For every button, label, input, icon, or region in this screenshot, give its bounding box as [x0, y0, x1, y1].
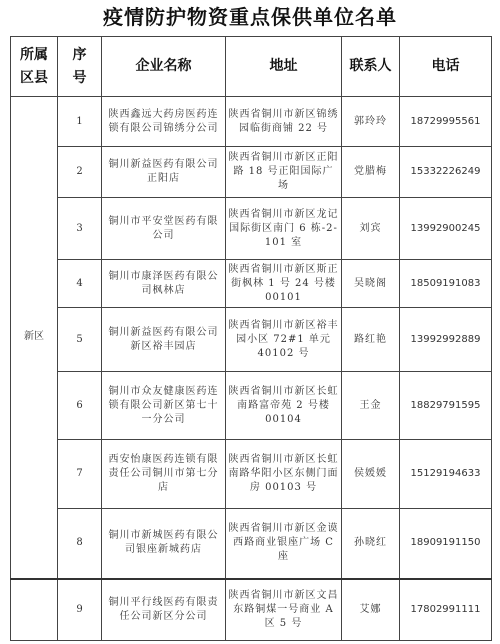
seq-cell: 7: [58, 440, 102, 509]
table-row: [11, 440, 492, 509]
phone-cell: 18729995561: [400, 97, 492, 147]
header-contact: 联系人: [342, 37, 400, 97]
address-cell: 陕西省铜川市新区长虹南路富帝苑 2 号楼 00104: [226, 372, 342, 440]
company-cell: 铜川新益医药有限公司正阳店: [102, 147, 226, 198]
contact-cell: 王金: [342, 372, 400, 440]
table-row: [11, 372, 492, 440]
contact-cell: 党腊梅: [342, 147, 400, 198]
company-cell: 铜川新益医药有限公司新区裕丰园店: [102, 308, 226, 372]
address-cell: 陕西省铜川市新区锦绣园临街商铺 22 号: [226, 97, 342, 147]
table-row: [11, 579, 492, 641]
table-row: [11, 97, 492, 147]
contact-cell: 艾娜: [342, 579, 400, 641]
district-cell-empty: [11, 579, 58, 641]
table-row: [11, 260, 492, 308]
seq-cell: 3: [58, 198, 102, 260]
header-phone: 电话: [400, 37, 492, 97]
contact-cell: 吴晓阁: [342, 260, 400, 308]
phone-cell: 18509191083: [400, 260, 492, 308]
contact-cell: 郭玲玲: [342, 97, 400, 147]
address-cell: 陕西省铜川市新区文昌东路铜煤一号商业 A 区 5 号: [226, 579, 342, 641]
seq-cell: 5: [58, 308, 102, 372]
supplier-table: [10, 36, 492, 641]
address-cell: 陕西省铜川市新区长虹南路华阳小区东侧门面房 00103 号: [226, 440, 342, 509]
header-seq-line-1: 序: [72, 46, 87, 63]
seq-cell: 2: [58, 147, 102, 198]
contact-cell: 路红艳: [342, 308, 400, 372]
seq-cell: 6: [58, 372, 102, 440]
address-cell: 陕西省铜川市新区斯正街枫林 1 号 24 号楼 00101: [226, 260, 342, 308]
table-row: [11, 308, 492, 372]
phone-cell: 18829791595: [400, 372, 492, 440]
company-cell: 陕西鑫远大药房医药连锁有限公司锦绣分公司: [102, 97, 226, 147]
contact-cell: 侯媛媛: [342, 440, 400, 509]
table-header-row: [11, 37, 492, 97]
phone-cell: 18909191150: [400, 509, 492, 579]
address-cell: 陕西省铜川市新区龙记国际街区南门 6 栋-2-101 室: [226, 198, 342, 260]
company-cell: 铜川市众友健康医药连锁有限公司新区第七十一分公司: [102, 372, 226, 440]
seq-cell: 4: [58, 260, 102, 308]
address-cell: 陕西省铜川市新区金谟西路商业银座广场 C 座: [226, 509, 342, 579]
company-cell: 西安怡康医药连锁有限责任公司铜川市第七分店: [102, 440, 226, 509]
address-cell: 陕西省铜川市新区裕丰园小区 72#1 单元 40102 号: [226, 308, 342, 372]
phone-cell: 15129194633: [400, 440, 492, 509]
table-row: [11, 147, 492, 198]
header-district-line-1: 所属: [20, 46, 48, 63]
phone-cell: 17802991111: [400, 579, 492, 641]
company-cell: 铜川市平安堂医药有限公司: [102, 198, 226, 260]
company-cell: 铜川平行线医药有限责任公司新区分公司: [102, 579, 226, 641]
header-address: 地址: [226, 37, 342, 97]
header-district: [11, 37, 58, 97]
contact-cell: 刘宾: [342, 198, 400, 260]
header-district-line-2: 区县: [20, 69, 48, 86]
company-cell: 铜川市康泽医药有限公司枫林店: [102, 260, 226, 308]
company-cell: 铜川市新城医药有限公司银座新城药店: [102, 509, 226, 579]
district-cell: 新区: [11, 97, 58, 579]
page-title: 疫情防护物资重点保供单位名单: [103, 5, 397, 29]
phone-cell: 13992900245: [400, 198, 492, 260]
seq-cell: 1: [58, 97, 102, 147]
header-seq-line-2: 号: [72, 69, 87, 86]
seq-cell: 8: [58, 509, 102, 579]
table-row: [11, 509, 492, 579]
phone-cell: 13992992889: [400, 308, 492, 372]
header-company: 企业名称: [102, 37, 226, 97]
seq-cell: 9: [58, 579, 102, 641]
phone-cell: 15332226249: [400, 147, 492, 198]
table-row: [11, 198, 492, 260]
header-seq: [58, 37, 102, 97]
address-cell: 陕西省铜川市新区正阳路 18 号正阳国际广场: [226, 147, 342, 198]
contact-cell: 孙晓红: [342, 509, 400, 579]
